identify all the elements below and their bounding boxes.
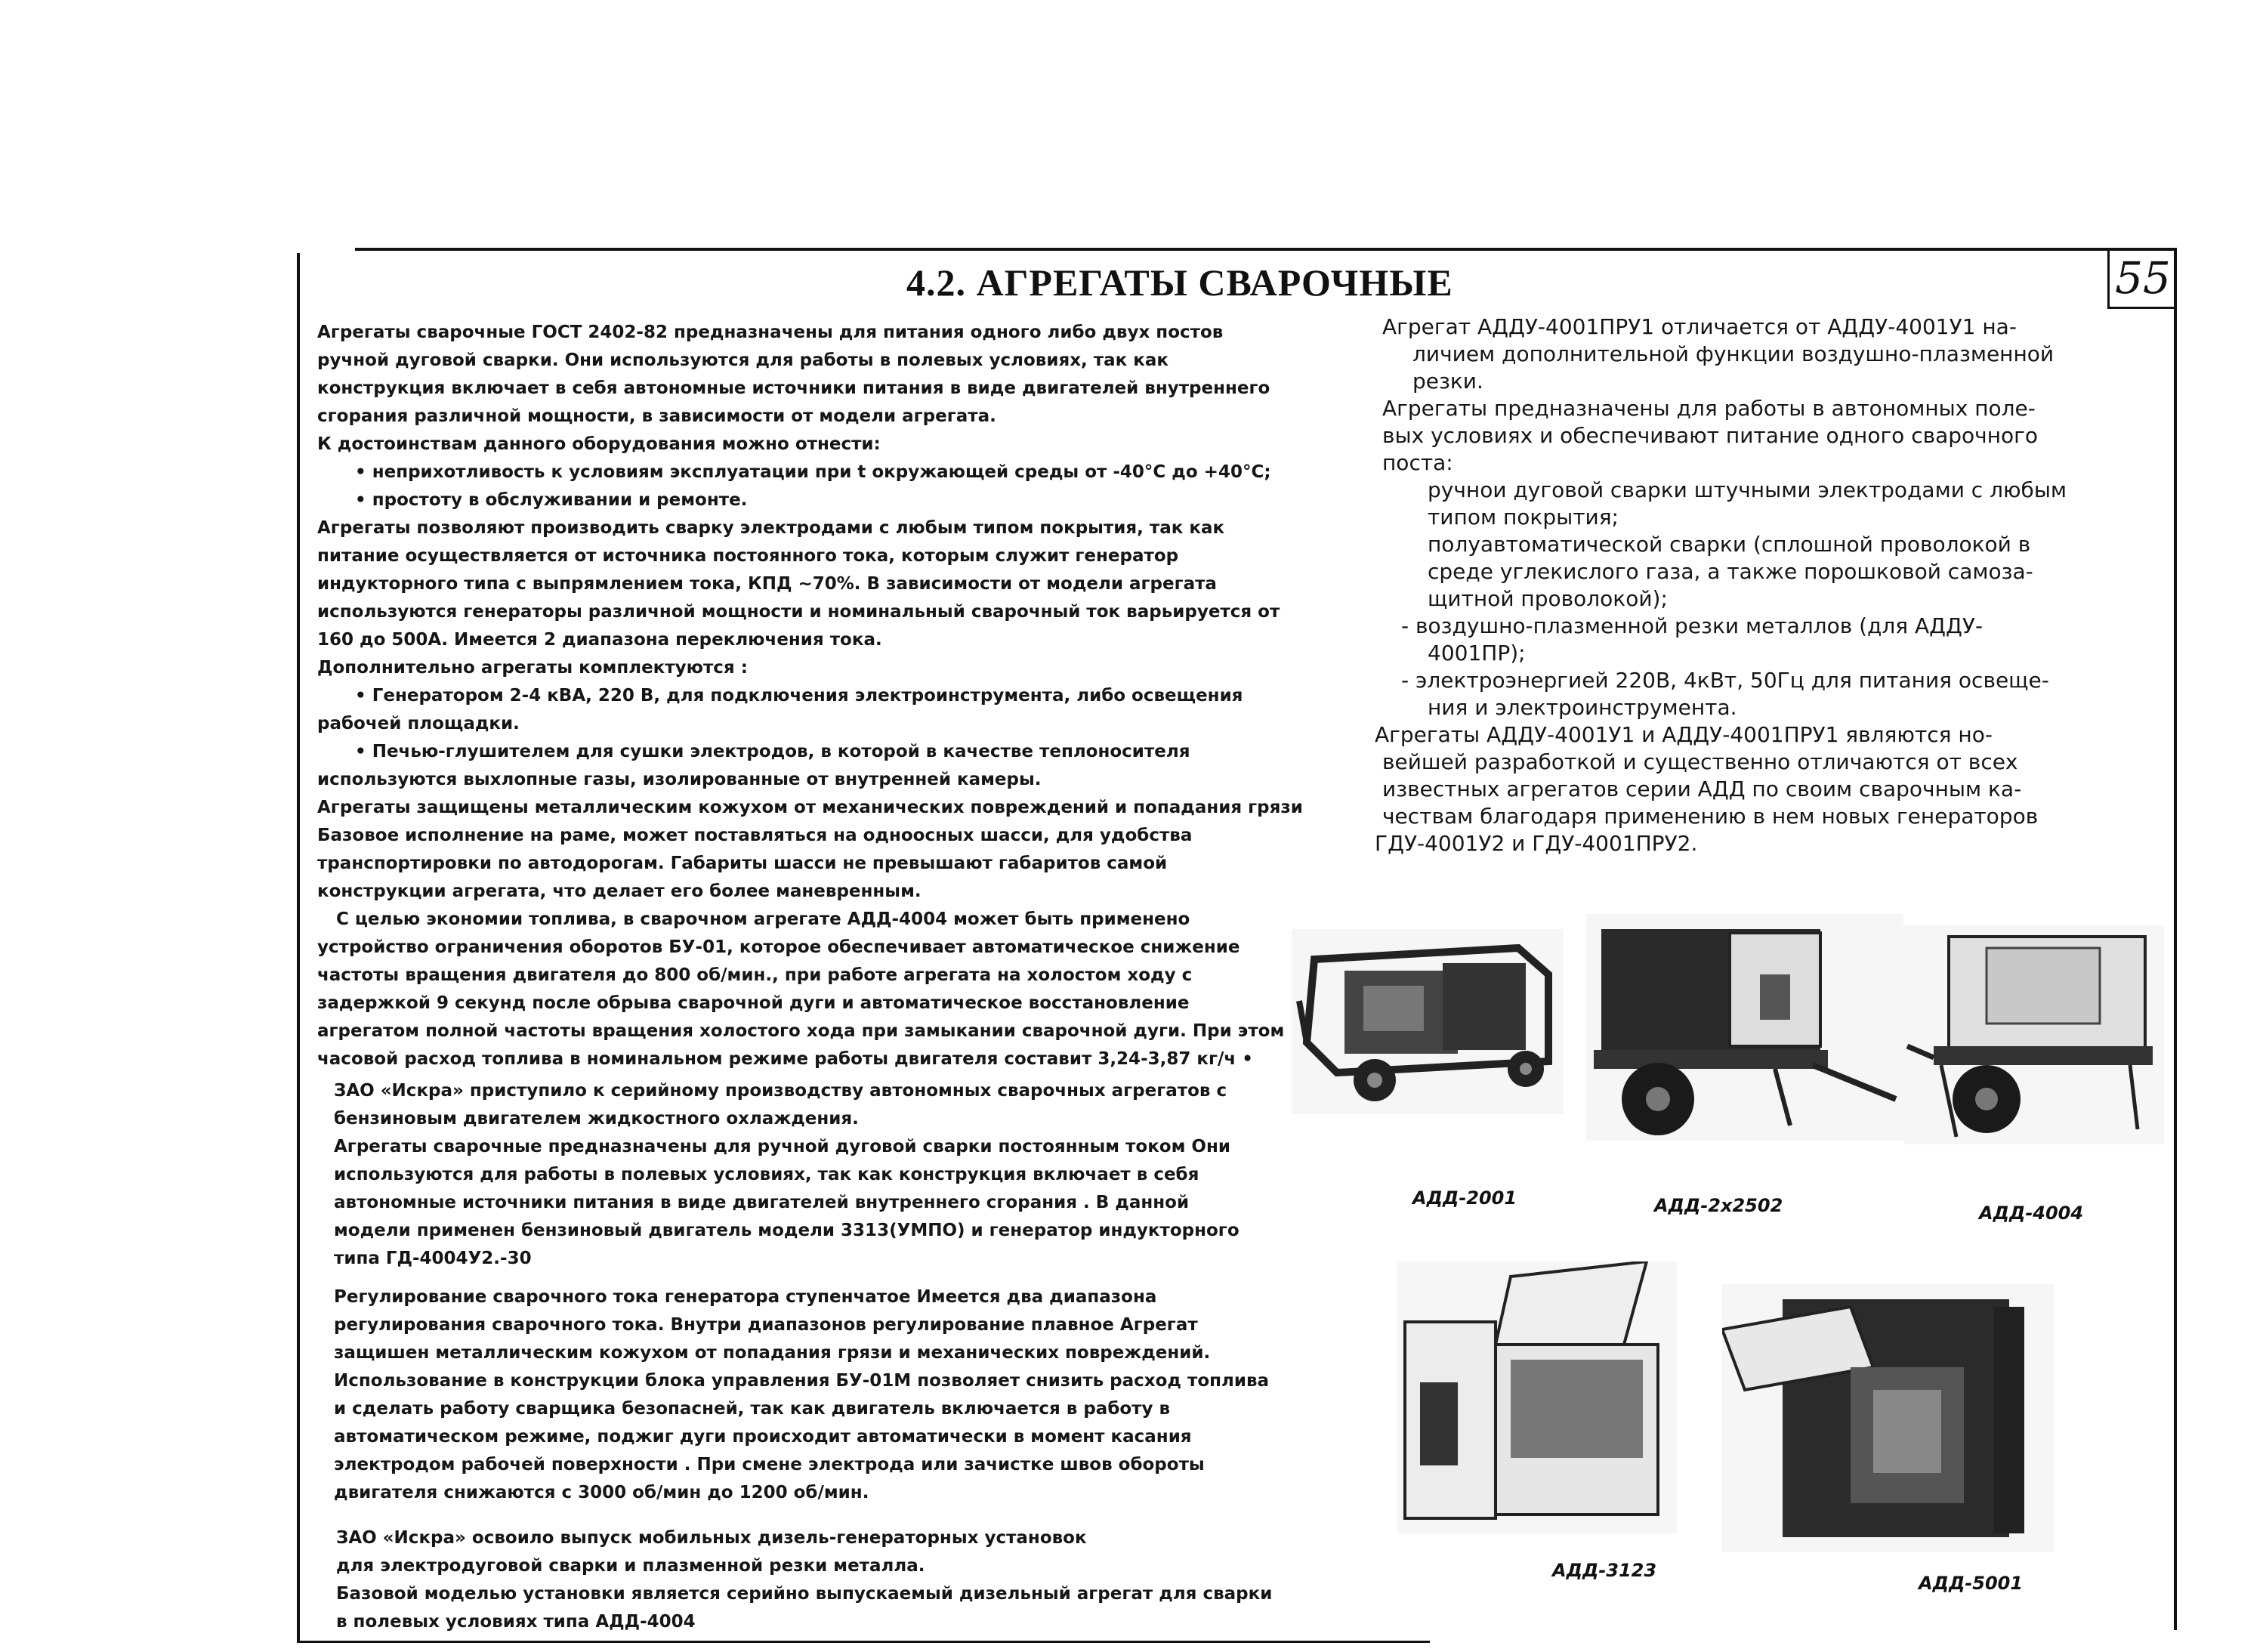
left-text-block-1	[317, 319, 1303, 1073]
text-line: Агрегаты защищены металлическим кожухом от механических повреждений и попадания грязи	[317, 798, 1303, 817]
text-line: частоты вращения двигателя до 800 об/мин., при работе агрегата на холостом ходу с	[317, 965, 1193, 985]
text-line: индукторного типа с выпрямлением тока, КПД ~70%. В зависимости от модели агрегата	[317, 574, 1217, 594]
text-line: автоматическом режиме, поджиг дуги происходит автоматически в момент касания	[334, 1427, 1192, 1447]
photo-add-2x2502	[1586, 914, 1903, 1141]
text-line: для электродуговой сварки и плазменной резки металла.	[336, 1556, 925, 1576]
text-line: задержкой 9 секунд после обрыва сварочной дуги и автоматическое восстановление	[317, 993, 1190, 1013]
text-line: чествам благодаря применению в нем новых генераторов	[1382, 804, 2039, 829]
text-line: электродом рабочей поверхности . При смене электрода или зачистке швов обороты	[334, 1455, 1205, 1474]
bullet-item: • простоту в обслуживании и ремонте.	[355, 490, 748, 510]
text-line: С целью экономии топлива, в сварочном агрегате АДД-4004 может быть применено	[336, 909, 1190, 929]
text-line: бензиновым двигателем жидкостного охлаждения.	[334, 1109, 859, 1129]
caption-add-2x2502: АДД-2х2502	[1654, 1195, 1783, 1216]
text-line: и сделать работу сварщика безопасней, так как двигатель включается в работу в	[334, 1399, 1171, 1419]
text-line: конструкция включает в себя автономные источники питания в виде двигателей внутреннего	[317, 378, 1270, 398]
text-line: ния и электроинструмента.	[1428, 695, 1737, 720]
text-line: сгорания различной мощности, в зависимости от модели агрегата.	[317, 406, 996, 426]
text-line: ручнои дуговой сварки штучными электродами с любым	[1428, 477, 2067, 502]
text-line: Агрегаты АДДУ-4001У1 и АДДУ-4001ПРУ1 являются но-	[1375, 722, 1993, 747]
text-line: в полевых условиях типа АДД-4004	[336, 1612, 696, 1632]
text-line: ЗАО «Искра» приступило к серийному производству автономных сварочных агрегатов с	[334, 1081, 1227, 1101]
caption-add-2001: АДД-2001	[1412, 1187, 1517, 1209]
left-text-block-2	[334, 1077, 1269, 1507]
bullet-item: • Печью-глушителем для сушки электродов, в которой в качестве теплоносителя	[355, 742, 1190, 761]
text-line: Регулирование сварочного тока генератора ступенчатое Имеется два диапазона	[334, 1287, 1157, 1307]
text-line: Базовой моделью установки является серийно выпускаемый дизельный агрегат для сварки	[336, 1584, 1273, 1604]
text-line: ручной дуговой сварки. Они используются для работы в полевых условиях, так как	[317, 350, 1169, 370]
text-line: ГДУ-4001У2 и ГДУ-4001ПРУ2.	[1375, 831, 1698, 856]
text-line: известных агрегатов серии АДД по своим сварочным ка-	[1382, 777, 2022, 801]
text-line: - воздушно-плазменной резки металлов (для АДДУ-	[1401, 613, 1984, 638]
frame-left-line	[297, 253, 300, 1643]
bullet-item: • Генератором 2-4 кВА, 220 В, для подключения электроинструмента, либо освещения	[355, 686, 1243, 706]
text-line: регулирования сварочного тока. Внутри диапазонов регулирование плавное Агрегат	[334, 1315, 1198, 1335]
text-line: рабочей площадки.	[317, 714, 520, 733]
text-line: используются генераторы различной мощности и номинальный сварочный ток варьируется от	[317, 602, 1280, 622]
text-line: вых условиях и обеспечивают питание одного сварочного	[1382, 423, 2038, 448]
caption-add-3123: АДД-3123	[1552, 1560, 1657, 1581]
text-line: используются выхлопные газы, изолированные от внутренней камеры.	[317, 770, 1042, 789]
text-line: 4001ПР);	[1428, 641, 1526, 665]
text-line: Агрегат АДДУ-4001ПРУ1 отличается от АДДУ-4001У1 на-	[1382, 314, 2017, 339]
page-number: 55	[2107, 249, 2176, 309]
text-line: К достоинствам данного оборудования можно отнести:	[317, 434, 881, 454]
text-line: личием дополнительной функции воздушно-плазменной	[1412, 341, 2055, 366]
text-line: конструкции агрегата, что делает его более маневренным.	[317, 882, 922, 901]
text-line: устройство ограничения оборотов БУ-01, которое обеспечивает автоматическое снижение	[317, 937, 1240, 957]
text-line: Агрегаты сварочные ГОСТ 2402-82 предназначены для питания одного либо двух постов	[317, 323, 1224, 342]
text-line: - электроэнергией 220В, 4кВт, 50Гц для питания освеще-	[1401, 668, 2049, 693]
text-line: Дополнительно агрегаты комплектуются :	[317, 658, 748, 678]
caption-add-4004: АДД-4004	[1979, 1203, 2084, 1224]
text-line: часовой расход топлива в номинальном режиме работы двигателя составит 3,24-3,87 кг/ч •	[317, 1049, 1253, 1069]
photo-add-4004	[1903, 925, 2164, 1144]
page-title: 4.2. АГРЕГАТЫ СВАРОЧНЫЕ	[906, 261, 1453, 304]
text-line: 160 до 500А. Имеется 2 диапазона переключения тока.	[317, 630, 882, 650]
text-line: Базовое исполнение на раме, может поставляться на одноосных шасси, для удобства	[317, 826, 1193, 845]
text-line: модели применен бензиновый двигатель модели 3313(УМПО) и генератор индукторного	[334, 1221, 1240, 1240]
photo-add-3123	[1397, 1261, 1677, 1533]
text-line: полуавтоматической сварки (сплошной проволокой в	[1428, 532, 2031, 557]
text-line: типа ГД-4004У2.-30	[334, 1249, 532, 1268]
text-line: агрегатом полной частоты вращения холостого хода при замыкании сварочной дуги. При этом	[317, 1021, 1285, 1041]
caption-add-5001: АДД-5001	[1919, 1573, 2024, 1594]
text-line: резки.	[1412, 369, 1483, 394]
text-line: поста:	[1382, 450, 1453, 475]
text-line: автономные источники питания в виде двигателей внутреннего сгорания . В данной	[334, 1193, 1190, 1212]
left-text-block-3	[336, 1524, 1272, 1636]
text-line: Агрегаты предназначены для работы в автономных поле-	[1382, 396, 2036, 421]
text-line: защишен металлическим кожухом от попадания грязи и механических повреждений.	[334, 1343, 1211, 1363]
text-line: используются для работы в полевых условиях, так как конструкция включает в себя	[334, 1165, 1199, 1184]
text-line: Агрегаты сварочные предназначены для ручной дуговой сварки постоянным током Они	[334, 1137, 1230, 1156]
text-line: транспортировки по автодорогам. Габариты шасси не превышают габаритов самой	[317, 854, 1168, 873]
text-line: двигателя снижаются с 3000 об/мин до 1200 об/мин.	[334, 1483, 869, 1502]
text-line: среде углекислого газа, а также порошковой самоза-	[1428, 559, 2033, 584]
frame-right-line	[2174, 248, 2177, 1630]
text-line: типом покрытия;	[1428, 505, 1619, 530]
text-line: Использование в конструкции блока управления БУ-01М позволяет снизить расход топлива	[334, 1371, 1270, 1391]
text-line: Агрегаты позволяют производить сварку электродами с любым типом покрытия, так как	[317, 518, 1225, 538]
text-line: питание осуществляется от источника постоянного тока, которым служит генератор	[317, 546, 1179, 566]
text-line: ЗАО «Искра» освоило выпуск мобильных дизель-генераторных установок	[336, 1528, 1087, 1548]
photo-add-2001	[1292, 929, 1564, 1114]
text-line: вейшей разработкой и существенно отличаются от всех	[1382, 749, 2018, 774]
right-text-block	[1375, 313, 2067, 857]
frame-bottom-line	[297, 1641, 1430, 1643]
text-line: щитной проволокой);	[1428, 586, 1668, 611]
bullet-item: • неприхотливость к условиям эксплуатации при t окружающей среды от -40°С до +40°С;	[355, 462, 1271, 482]
frame-top-line	[355, 248, 2175, 251]
photo-add-5001	[1722, 1284, 2055, 1552]
